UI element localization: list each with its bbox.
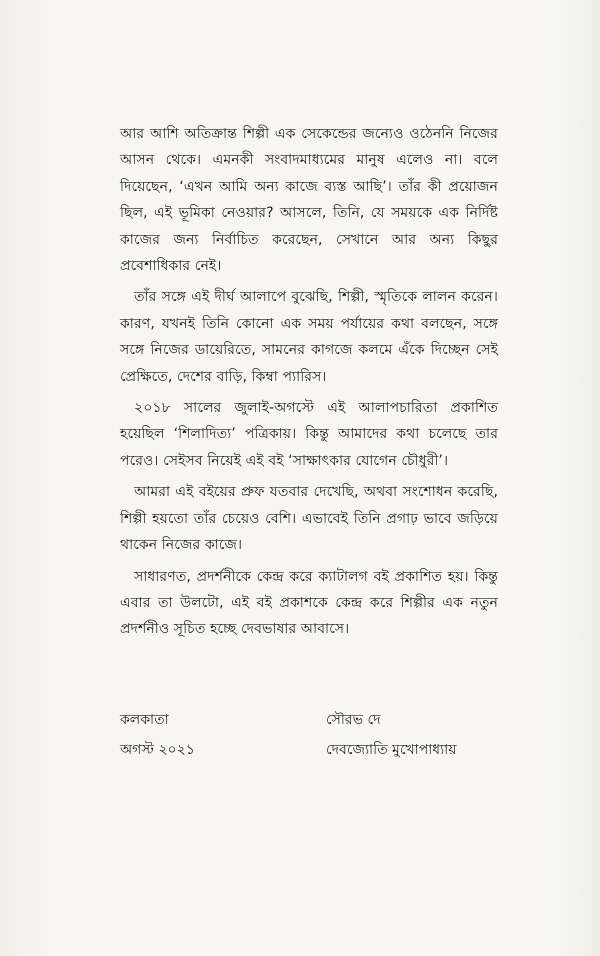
paragraph-4: আমরা এই বইয়ের প্রুফ যতবার দেখেছি, অথবা সংশোধন করেছি, শিল্পী হয়তো তাঁর চেয়েও বেশি। এভাবেই তিনি প্রগাঢ় ভাবে জড়িয়ে থাকেন নিজের কাজে। [120, 484, 498, 554]
authors [326, 705, 457, 765]
author-1: সৌরভ দে [326, 712, 381, 728]
place: কলকাতা [120, 712, 169, 728]
paragraph-3: ২০১৮ সালের জুলাই-অগস্টে এই আলাপচারিতা প্রকাশিত হয়েছিল ‘শিলাদিত্য’ পত্রিকায়। কিন্তু আমাদের কথা চলেছে তার পরেও। সেইসব নিয়েই এই বই ‘সাক্ষাৎকার যোগেন চৌধুরী’। [120, 400, 498, 469]
author-2: দেবজ্যোতি মুখোপাধ্যায় [326, 742, 457, 758]
preface-body [120, 121, 498, 643]
signature-block [120, 705, 500, 765]
paragraph-2: তাঁর সঙ্গে এই দীর্ঘ আলাপে বুঝেছি, শিল্পী, স্মৃতিকে লালন করেন। কারণ, যখনই তিনি কোনো এক সময় পর্যায়ের কথা বলছেন, সঙ্গে সঙ্গে নিজের ডায়েরিতে, সামনের কাগজে কলমে এঁকে দিচ্ছেন সেই প্রেক্ষিতে, দেশের বাড়ি, কিম্বা প্যারিস। [120, 289, 498, 385]
paragraph-1: আর আশি অতিক্রান্ত শিল্পী এক সেকেন্ডের জন্যেও ওঠেননি নিজের আসন থেকে। এমনকী সংবাদমাধ্যমের মানুষ এলেও না। বলে দিয়েছেন, ‘এখন আমি অন্য কাজে ব্যস্ত আছি’। তাঁর কী প্রয়োজন ছিল, এই ভূমিকা নেওয়ার? আসলে, তিনি, যে সময়কে এক নির্দিষ্ট কাজের জন্য নির্বাচিত করেছেন, সেখানে আর অন্য কিছুর প্রবেশাধিকার নেই। [120, 126, 498, 275]
paragraph-5: সাধারণত, প্রদর্শনীকে কেন্দ্র করে ক্যাটালগ বই প্রকাশিত হয়। কিন্তু এবার তা উলটো, এই বই প্রকাশকে কেন্দ্র করে শিল্পীর এক নতুন প্রদর্শনীও সূচিত হচ্ছে দেবভাষার আবাসে। [120, 568, 498, 638]
place-date [120, 705, 195, 765]
date: অগস্ট ২০২১ [120, 742, 195, 758]
